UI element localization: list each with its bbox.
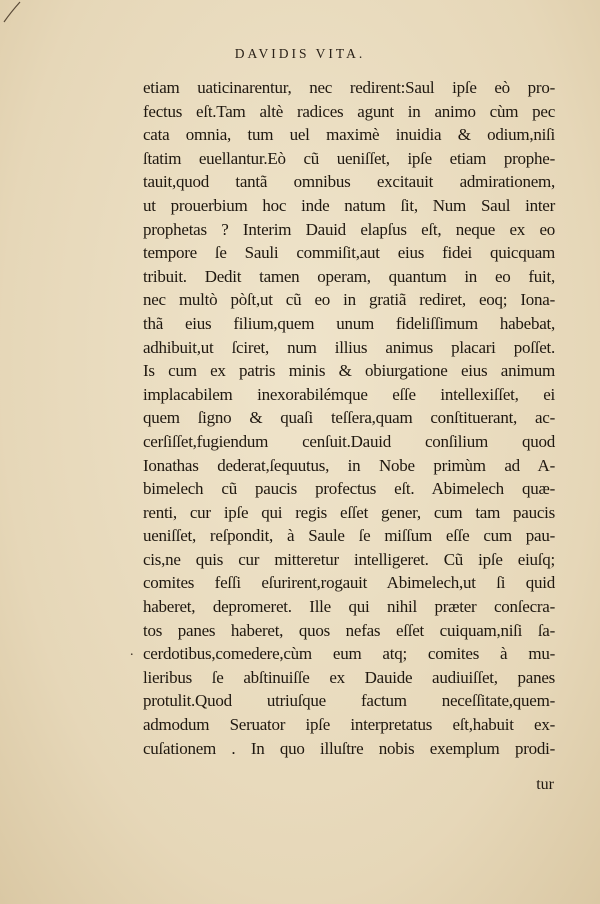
text-line: Ionathas dederat,ſequutus, in Nobe primùm ad A-: [143, 455, 555, 475]
text-line: adhibuit,ut ſciret, num illius animus placari poſſet.: [143, 337, 555, 357]
text-line: comites feſſi eſurirent,rogauit Abimelech,ut ſi quid: [143, 573, 555, 593]
text-line: admodum Seruator ipſe interpretatus eſt,habuit ex-: [143, 715, 555, 735]
text-line: cata omnia, tum uel maximè inuidia & odium,niſi: [143, 125, 555, 145]
pen-stroke-mark: [2, 0, 24, 24]
text-line: cis,ne quis cur mitteretur intelligeret. Cũ ipſe eiuſq;: [143, 549, 555, 569]
text-line: prophetas ? Interim Dauid elapſus eſt, neque ex eo: [143, 219, 555, 239]
text-line: tos panes haberet, quos nefas eſſet cuiquam,niſi ſa-: [143, 620, 555, 640]
text-line: lieribus ſe abſtinuiſſe ex Dauide audiuiſſet, panes: [143, 667, 555, 687]
text-line: tribuit. Dedit tamen operam, quantum in eo fuit,: [143, 266, 555, 286]
margin-mark: .: [130, 644, 134, 659]
text-line: ueniſſet, reſpondit, à Saule ſe miſſum eſſe cum pau-: [143, 526, 555, 546]
text-line: Is cum ex patris minis & obiurgatione eius animum: [143, 361, 555, 381]
body-text: [143, 76, 555, 760]
text-line: bimelech cũ paucis profectus eſt. Abimelech quæ-: [143, 479, 555, 499]
text-line: thã eius filium,quem unum fideliſſimum habebat,: [143, 313, 555, 333]
text-line: implacabilem inexorabilémque eſſe intellexiſſet, ei: [143, 384, 555, 404]
text-line: cerdotibus,comedere,cùm eum atq; comites à mu-: [143, 644, 555, 664]
text-line: tauit,quod tantã omnibus excitauit admirationem,: [143, 172, 555, 192]
running-head: DAVIDIS VITA.: [234, 46, 366, 61]
text-line: quem ſigno & quaſi teſſera,quam conſtituerant, ac-: [143, 408, 555, 428]
text-line: ut prouerbium hoc inde natum ſit, Num Saul inter: [143, 195, 555, 215]
text-line: protulit.Quod utriuſque factum neceſſitate,quem-: [143, 691, 555, 711]
text-line: haberet, depromeret. Ille qui nihil præter conſecra-: [143, 597, 555, 617]
text-line: cerſiſſet,fugiendum cenſuit.Dauid conſilium quod: [143, 431, 555, 451]
text-line: fectus eſt.Tam altè radices agunt in animo cùm pec: [143, 101, 555, 121]
text-line: etiam uaticinarentur, nec redirent:Saul ipſe eò pro-: [143, 78, 555, 97]
text-line: cuſationem . In quo illuſtre nobis exemplum prodi-: [143, 738, 555, 758]
text-line: renti, cur ipſe qui regis eſſet gener, cum tam paucis: [143, 502, 555, 522]
text-line: ſtatim euellantur.Eò cũ ueniſſet, ipſe etiam prophe-: [143, 148, 555, 168]
catchword: tur: [536, 776, 554, 793]
text-line: nec multò pòſt,ut cũ eo in gratiã rediret, eoq; Iona-: [143, 290, 555, 310]
text-line: tempore ſe Sauli commiſit,aut eius fidei quicquam: [143, 243, 555, 263]
